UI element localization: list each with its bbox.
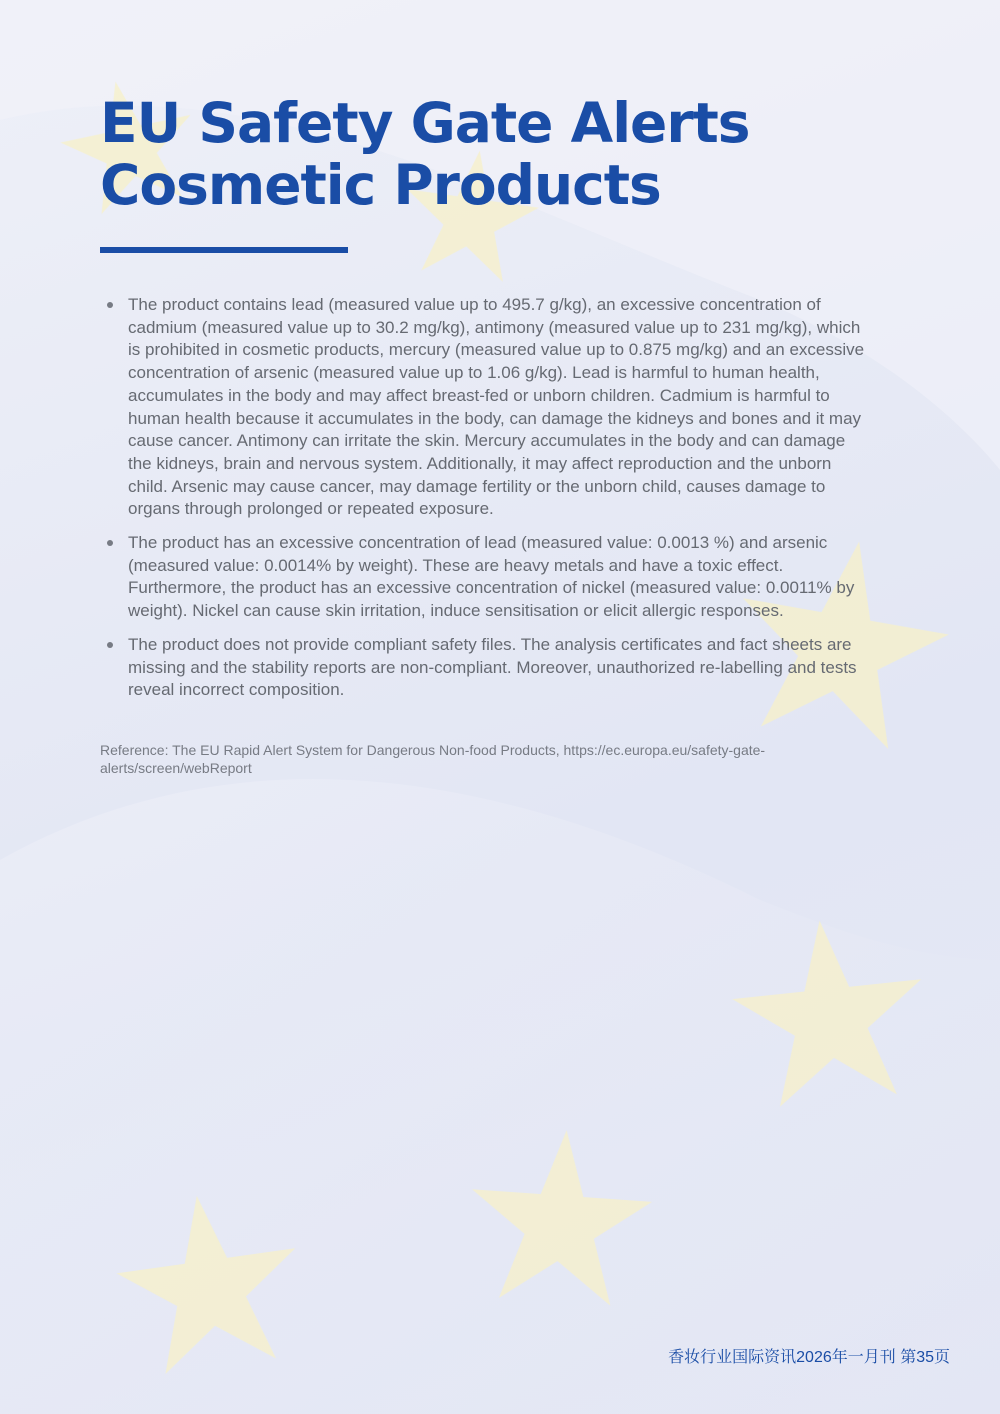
flag-fold-shadow [0, 779, 1000, 1414]
list-item [100, 532, 870, 623]
page-title [100, 92, 750, 216]
list-item-text: The product has an excessive concentration of lead (measured value: 0.0013 %) and arsenic (measured value: 0.0014% by weight). These are heavy metals and have a toxic effect. Furthermore, the product has an excessive concentration of nickel (measured value: 0.0011% by weight). Nickel can cause skin irritation, induce sensitisation or elicit allergic responses. [128, 533, 855, 621]
reference-note: Reference: The EU Rapid Alert System for Dangerous Non-food Products, https://ec.europa.eu/safety-gate-alerts/screen/webReport [100, 742, 766, 776]
bullet-dot-icon [107, 302, 113, 308]
list-item-text: The product contains lead (measured value up to 495.7 g/kg), an excessive concentration of cadmium (measured value up to 30.2 mg/kg), antimony (measured value up to 231 mg/kg), which is prohibited in cosmetic products, mercury (measured value up to 0.875 mg/kg) and an excessive concentration of arsenic (measured value up to 1.06 g/kg). Lead is harmful to human health, accumulates in the body and may affect breast-fed or unborn children. Cadmium is harmful to human health because it accumulates in the body, can damage the kidneys and bones and it may cause cancer. Antimony can irritate the skin. Mercury accumulates in the body and can damage the kidneys, brain and nervous system. Additionally, it may affect reproduction and the unborn child. Arsenic may cause cancer, may damage fertility or the unborn child, causes damage to organs through prolonged or repeated exposure. [128, 295, 865, 519]
title-line-2: Cosmetic Products [100, 153, 661, 217]
title-line-1: EU Safety Gate Alerts [100, 91, 750, 155]
bullet-dot-icon [107, 642, 113, 648]
list-item [100, 634, 870, 702]
list-item [100, 294, 870, 521]
alert-list [100, 294, 870, 713]
title-underline [100, 247, 348, 253]
bullet-dot-icon [107, 540, 113, 546]
list-item-text: The product does not provide compliant safety files. The analysis certificates and fact sheets are missing and the stability reports are non-compliant. Moreover, unauthorized re-labelling and tests reveal incorrect composition. [128, 634, 857, 700]
page-footer: 香妆行业国际资讯2026年一月刊 第35页 [668, 1349, 950, 1366]
